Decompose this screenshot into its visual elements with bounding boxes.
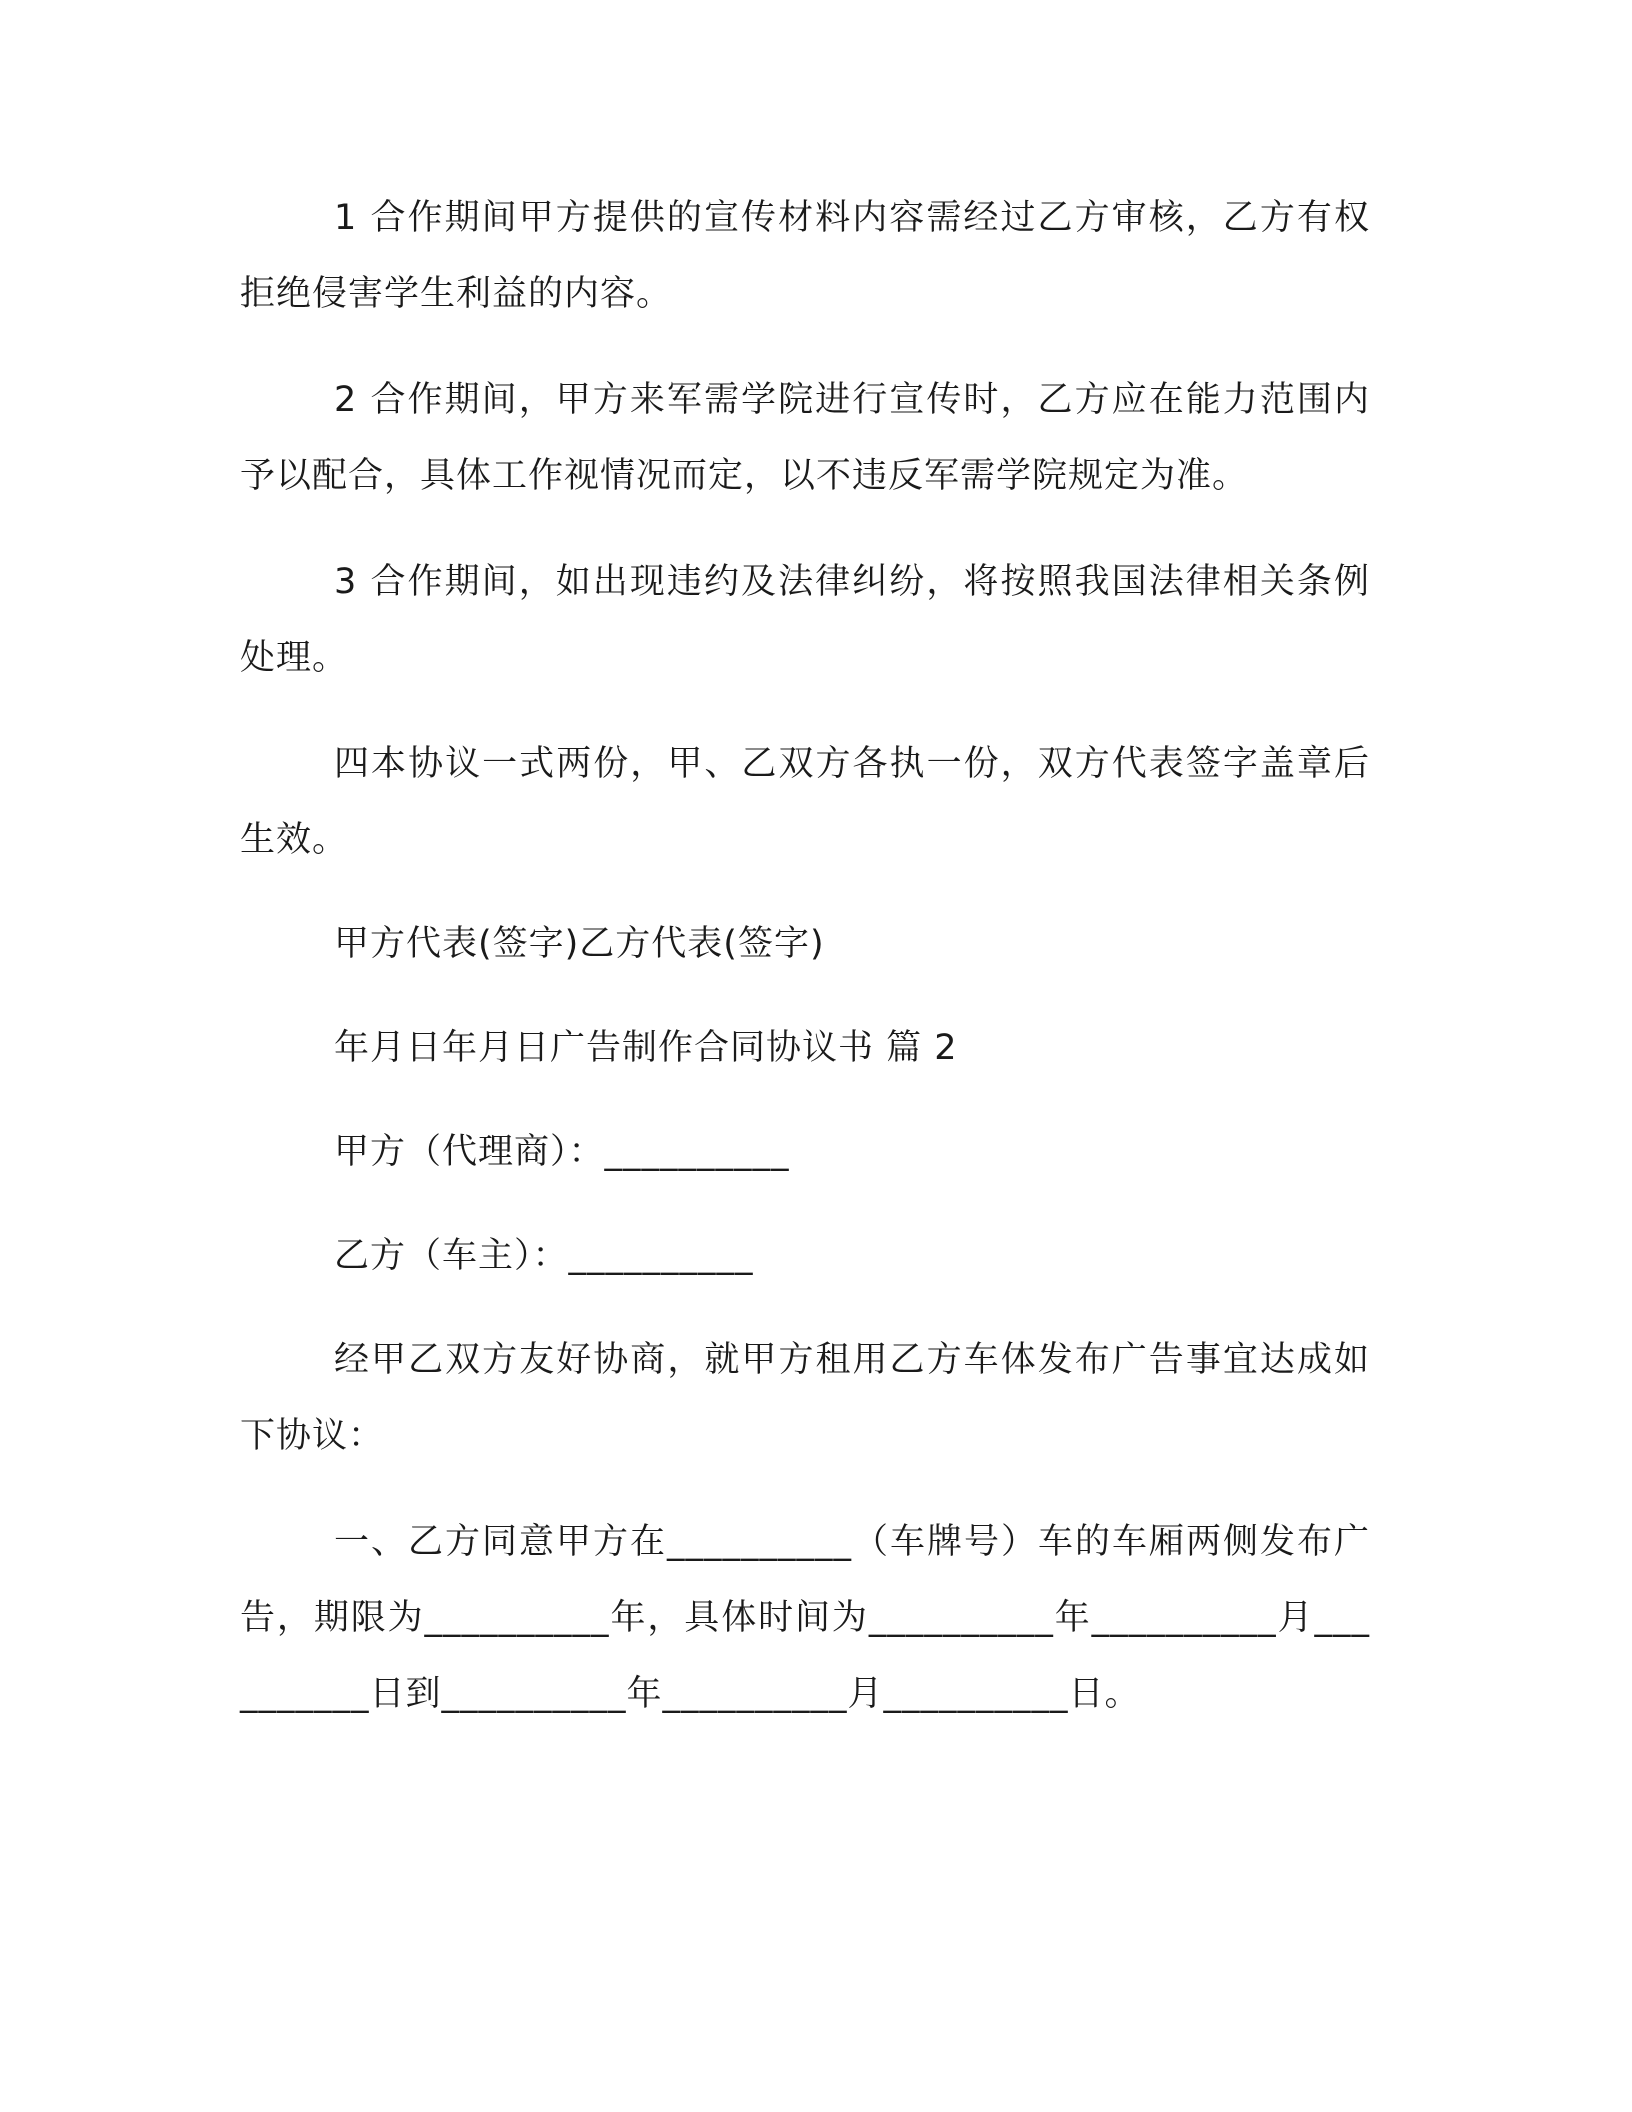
paragraph-article-1: 一、乙方同意甲方在__________（车牌号）车的车厢两侧发布广告，期限为__________年，具体时间为__________年__________月__________日到__________年__________月__________日。 <box>240 1522 1370 1714</box>
paragraph-clause-1: 1 合作期间甲方提供的宣传材料内容需经过乙方审核，乙方有权拒绝侵害学生利益的内容。 <box>240 198 1370 314</box>
paragraph-date-and-title: 年月日年月日广告制作合同协议书 篇 2 <box>334 1028 958 1068</box>
paragraph-party-b: 乙方（车主）：__________ <box>334 1236 754 1276</box>
paragraph-copies: 四本协议一式两份，甲、乙双方各执一份，双方代表签字盖章后生效。 <box>240 744 1370 860</box>
paragraph-party-a: 甲方（代理商）：__________ <box>334 1132 790 1172</box>
paragraph-clause-3: 3 合作期间，如出现违约及法律纠纷，将按照我国法律相关条例处理。 <box>240 562 1370 678</box>
paragraph-signatures: 甲方代表(签字)乙方代表(签字) <box>334 924 825 964</box>
paragraph-intro: 经甲乙双方友好协商，就甲方租用乙方车体发布广告事宜达成如下协议： <box>240 1340 1370 1456</box>
paragraph-clause-2: 2 合作期间，甲方来军需学院进行宣传时，乙方应在能力范围内予以配合，具体工作视情况而定，以不违反军需学院规定为准。 <box>240 380 1370 496</box>
